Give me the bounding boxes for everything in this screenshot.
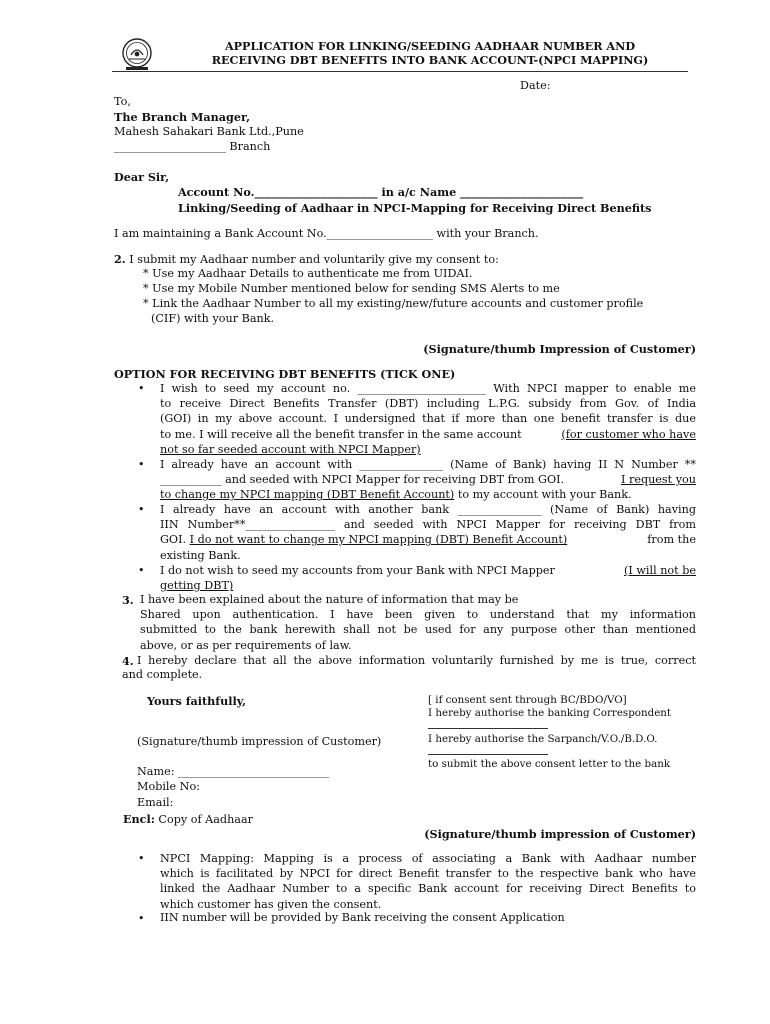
option-1-underlined: (for customer who have [561,427,696,441]
point-3-line: Shared upon authentication. I have been given to understand that my information [140,608,696,622]
point-3-number: 3. [122,593,134,607]
note-iin: IIN number will be provided by Bank receiving the consent Application [160,911,565,924]
bullet-icon: • [138,912,145,925]
point-4-line: and complete. [122,668,203,681]
to-line: To, [114,95,131,108]
point-3-line: I have been explained about the nature of information that may be [140,593,519,606]
option-1-line: to receive Direct Benefits Transfer (DBT) including L.P.G. subsidy from Gov. of India [160,397,696,411]
note-line: linked the Aadhaar Number to a specific Bank account for receiving Direct Benefits to [160,882,696,896]
date-label: Date: [520,79,551,92]
point-4-number: 4. [122,654,134,668]
bank-name: Mahesh Sahakari Bank Ltd.,Pune [114,125,304,138]
option-2[interactable] [160,457,696,503]
form-title [165,39,695,67]
note-line: which is facilitated by NPCI for direct Benefit transfer to the respective bank who have [160,867,696,881]
option-2-underlined: I request you [621,473,696,487]
subject-line-2: Linking/Seeding of Aadhaar in NPCI-Mapping for Receiving Direct Benefits [178,201,652,215]
subject-line-1: Account No.______________________ in a/c Name ______________________ [178,185,584,199]
authorise-sarpanch-note: I hereby authorise the Sarpanch/V.O./B.D.O. [428,733,658,745]
submit-consent-note: to submit the above consent letter to the bank [428,758,671,770]
note-line: NPCI Mapping: Mapping is a process of associating a Bank with Aadhaar number [160,852,696,865]
option-1-line [160,427,696,442]
option-2-line [160,487,696,502]
enclosure-label: Encl: [123,812,155,826]
point-4 [137,653,696,668]
yours-faithfully: Yours faithfully, [147,694,247,708]
option-4-underlined: (I will not be [624,564,696,577]
option-3-line: existing Bank. [160,548,241,562]
point-3-line: above, or as per requirements of law. [140,638,352,652]
bullet-icon: • [138,564,145,577]
option-1-line: (GOI) in my above account. I undersigned that if more than one benefit transfer is due [160,412,696,426]
option-3-line: IIN Number**________________ and seeded with NPCI Mapper for receiving DBT from [160,518,696,532]
option-2-text: to my account with your Bank. [454,488,632,502]
option-4-underlined: getting DBT) [160,579,234,593]
header-rule [112,71,688,72]
point-4-line: I hereby declare that all the above information voluntarily furnished by me is true, correct [137,654,696,667]
option-1-underlined-end: not so far seeded account with NPCI Mapper) [160,442,421,456]
title-line-2: RECEIVING DBT BENEFITS INTO BANK ACCOUNT-(NPCI MAPPING) [211,53,649,67]
option-heading: OPTION FOR RECEIVING DBT BENEFITS (TICK ONE) [114,367,456,381]
point-3 [140,592,696,653]
consent-via-note: [ if consent sent through BC/BDO/VO] [428,694,627,706]
signature-label-2: (Signature/thumb impression of Customer) [424,827,696,841]
bullet-icon: • [138,382,145,395]
bank-seal-icon [112,36,162,72]
mobile-field[interactable]: Mobile No: [137,780,200,793]
option-2-line: I already have an account with _______________ (Name of Bank) having II N Number ** [160,458,696,471]
blank-line [428,754,548,755]
consent-number: 2. [114,252,126,266]
name-field[interactable]: Name: ___________________________ [137,765,330,778]
bullet-icon: • [138,458,145,471]
signature-label-customer: (Signature/thumb impression of Customer) [137,735,382,748]
authorise-bc-note: I hereby authorise the banking Correspondent [428,707,672,719]
recipient: The Branch Manager, [114,110,250,124]
consent-item: (CIF) with your Bank. [151,312,275,325]
consent-item: * Use my Aadhaar Details to authenticate me from UIDAI. [143,267,473,280]
blank-line [428,728,548,729]
consent-intro [114,252,499,267]
enclosure-value: Copy of Aadhaar [154,813,253,826]
option-1-text: to me. I will receive all the benefit transfer in the same account [160,427,522,441]
consent-intro-text: I submit my Aadhaar number and voluntarily give my consent to: [129,253,499,266]
note-npci-mapping [160,851,696,912]
option-3-text: GOI. [160,533,190,547]
option-4[interactable] [160,563,696,593]
option-2-line [160,472,696,487]
account-statement: I am maintaining a Bank Account No.___________________ with your Branch. [114,227,539,240]
note-line: which customer has given the consent. [160,897,382,911]
enclosure [123,812,253,827]
option-4-line [160,563,696,578]
option-3-text: from the [647,533,696,547]
option-3[interactable] [160,502,696,563]
bullet-icon: • [138,503,145,516]
option-3-line [160,532,696,547]
option-2-text: ___________ and seeded with NPCI Mapper for receiving DBT from GOI. [160,473,565,487]
option-3-underlined: I do not want to change my NPCI mapping (DBT) Benefit Account) [189,533,568,547]
email-field[interactable]: Email: [137,796,174,809]
branch-line: ____________________ Branch [114,140,271,153]
title-line-1: APPLICATION FOR LINKING/SEEDING AADHAAR NUMBER AND [224,39,636,53]
option-3-line: I already have an account with another bank _______________ (Name of Bank) having [160,503,696,516]
salutation: Dear Sir, [114,170,170,184]
signature-label-1: (Signature/thumb Impression of Customer) [423,342,696,356]
bullet-icon: • [138,852,145,865]
consent-item: * Link the Aadhaar Number to all my existing/new/future accounts and customer profile [143,297,644,310]
point-3-line: submitted to the bank herewith shall not be used for any purpose other than mentioned [140,623,696,637]
option-1-line: I wish to seed my account no. _______________________ With NPCI mapper to enable me [160,382,696,395]
option-2-underlined: to change my NPCI mapping (DBT Benefit Account) [160,488,455,502]
consent-item: * Use my Mobile Number mentioned below for sending SMS Alerts to me [143,282,560,295]
option-1[interactable] [160,381,696,457]
option-4-text: I do not wish to seed my accounts from your Bank with NPCI Mapper [160,564,555,577]
